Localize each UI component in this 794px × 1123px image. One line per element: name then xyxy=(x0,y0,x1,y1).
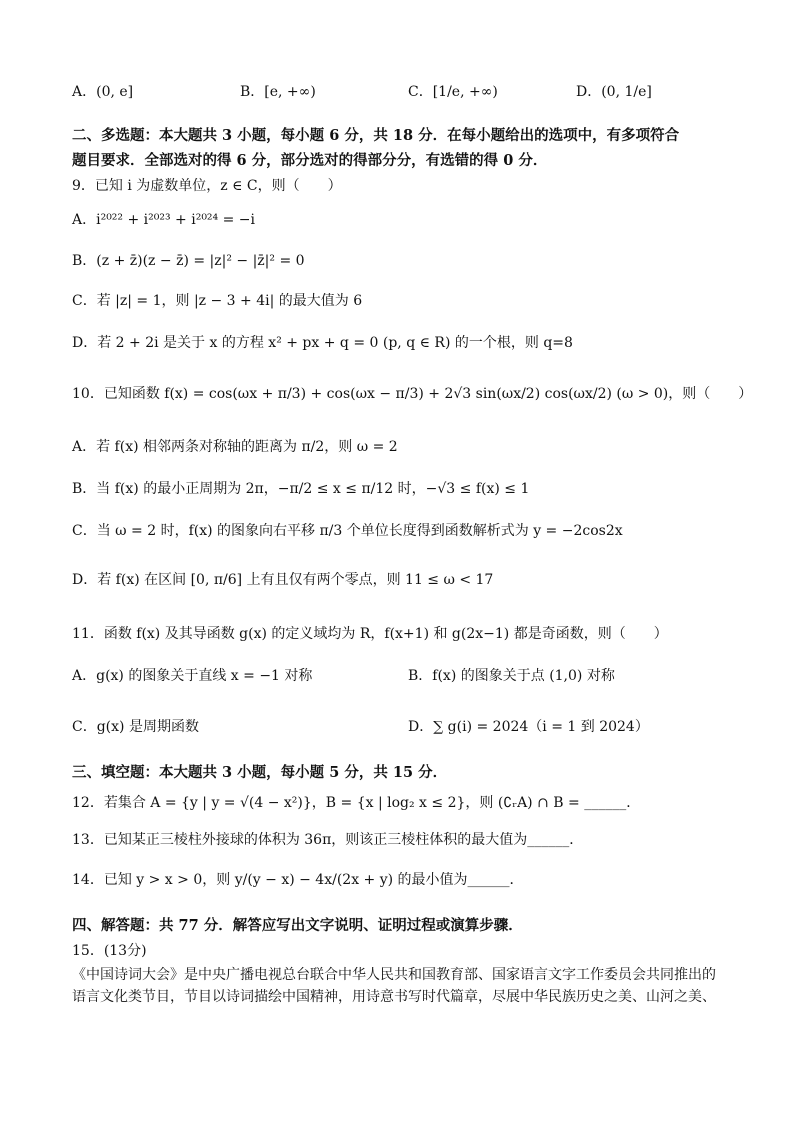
q15-text: 《中国诗词大会》是中央广播电视总台联合中华人民共和国教育部、国家语言文字工作委员会共同推出的语言文化类节目，节目以诗词描绘中国精神，用诗意书写时代篇章，尽展中华民族历史之美、山河之美、 xyxy=(72,967,716,1005)
q12-text: 12．若集合 A = {y | y = √(4 − x²)}，B = {x | log₂ x ≤ 2}，则 (∁ᵣA) ∩ B = ______． xyxy=(72,795,641,811)
q8-option-d: D．(0, 1/e] xyxy=(576,84,652,100)
q9-option-b: B．(z + z̄)(z − z̄) = |z|² − |z̄|² = 0 xyxy=(72,253,305,269)
q10-option-d: D．若 f(x) 在区间 [0, π/6] 上有且仅有两个零点，则 11 ≤ ω < 17 xyxy=(72,572,494,588)
section2-heading-line1: 二、多选题：本大题共 3 小题，每小题 6 分，共 18 分．在每小题给出的选项中，有多项符合 xyxy=(72,127,680,144)
q10-option-c: C．当 ω = 2 时，f(x) 的图象向右平移 π/3 个单位长度得到函数解析式为 y = −2cos2x xyxy=(72,523,623,539)
q8-option-c: C．[1/e, +∞) xyxy=(408,84,498,100)
q15-label: 15．(13分) xyxy=(72,943,147,959)
q10-option-a: A．若 f(x) 相邻两条对称轴的距离为 π/2，则 ω = 2 xyxy=(72,439,398,455)
section3-heading: 三、填空题：本大题共 3 小题，每小题 5 分，共 15 分． xyxy=(72,764,448,781)
q10-option-b: B．当 f(x) 的最小正周期为 2π，−π/2 ≤ x ≤ π/12 时，−√3 ≤ f(x) ≤ 1 xyxy=(72,481,530,497)
q13-text: 13．已知某正三棱柱外接球的体积为 36π，则该正三棱柱体积的最大值为______． xyxy=(72,832,584,848)
q9-option-c: C．若 |z| = 1，则 |z − 3 + 4i| 的最大值为 6 xyxy=(72,293,363,309)
q9-option-d: D．若 2 + 2i 是关于 x 的方程 x² + px + q = 0 (p, q ∈ R) 的一个根，则 q=8 xyxy=(72,335,573,351)
q11-option-c: C．g(x) 是周期函数 xyxy=(72,719,199,735)
q11-option-a: A．g(x) 的图象关于直线 x = −1 对称 xyxy=(72,668,313,684)
q11-stem: 11．函数 f(x) 及其导函数 g(x) 的定义域均为 R，f(x+1) 和 g(2x−1) 都是奇函数，则（ ） xyxy=(72,626,668,642)
q10-stem: 10．已知函数 f(x) = cos(ωx + π/3) + cos(ωx − π/3) + 2√3 sin(ωx/2) cos(ωx/2) (ω > 0)，则（ ） xyxy=(72,386,753,402)
q8-option-b: B．[e, +∞) xyxy=(240,84,316,100)
q9-option-a: A．i²⁰²² + i²⁰²³ + i²⁰²⁴ = −i xyxy=(72,212,255,228)
section2-heading-line2: 题目要求．全部选对的得 6 分，部分选对的得部分分，有选错的得 0 分． xyxy=(72,152,548,169)
q8-option-a: A．(0, e] xyxy=(72,84,134,100)
q11-option-b: B．f(x) 的图象关于点 (1,0) 对称 xyxy=(408,668,615,684)
section4-heading: 四、解答题：共 77 分．解答应写出文字说明、证明过程或演算步骤． xyxy=(72,917,523,934)
q9-stem: 9．已知 i 为虚数单位，z ∈ C，则（ ） xyxy=(72,178,342,194)
q14-text: 14．已知 y > x > 0，则 y/(y − x) − 4x/(2x + y) 的最小值为______． xyxy=(72,872,524,888)
q11-option-d: D．∑ g(i) = 2024（i = 1 到 2024） xyxy=(408,719,649,735)
